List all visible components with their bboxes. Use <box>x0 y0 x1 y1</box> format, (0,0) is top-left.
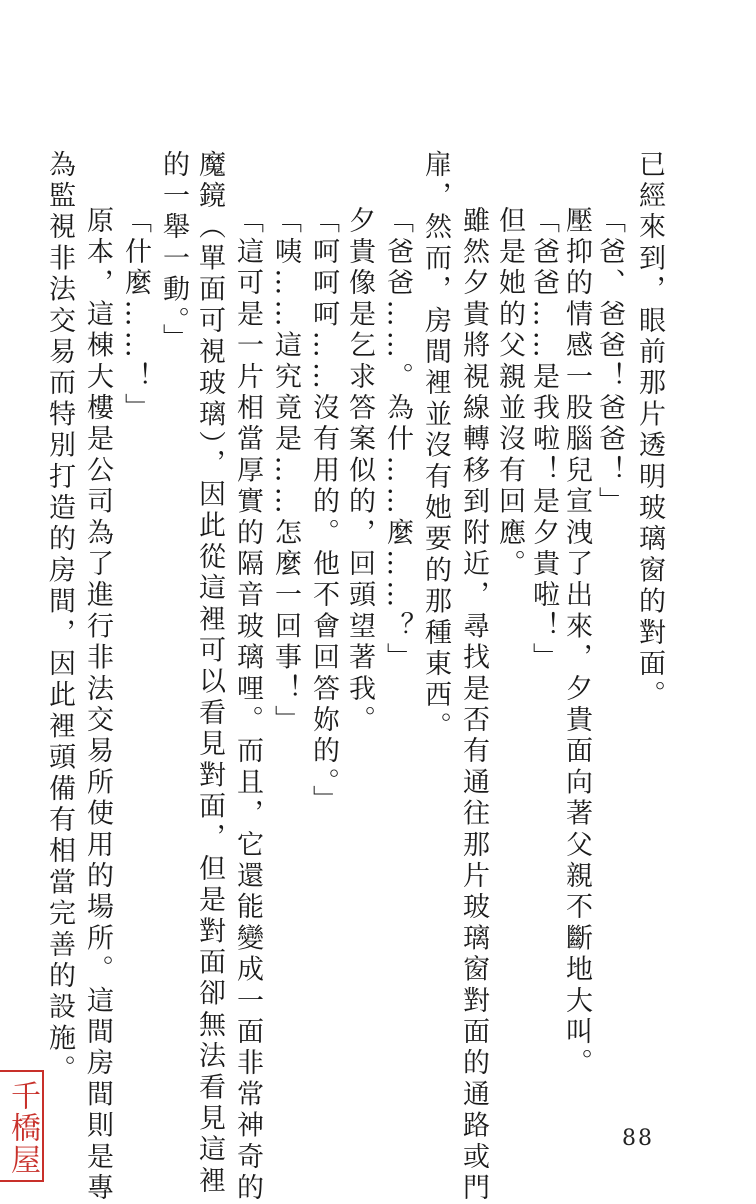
text-column: 的一舉一動。」 <box>158 150 189 355</box>
text-column: 「這可是一片相當厚實的隔音玻璃哩。而且，它還能變成一面非常神奇的 <box>232 206 263 1204</box>
text-column: 「爸爸……是我啦！是夕貴啦！」 <box>528 206 559 674</box>
text-column: 原本，這棟大樓是公司為了進行非法交易所使用的場所。這間房間則是專 <box>82 206 113 1204</box>
text-column: 但是她的父親並沒有回應。 <box>494 206 525 581</box>
text-column: 已經來到，眼前那片透明玻璃窗的對面。 <box>634 150 665 712</box>
publisher-seal: 千橋屋 <box>0 1070 44 1182</box>
text-column: 壓抑的情感一股腦兒宣洩了出來，夕貴面向著父親不斷地大叫。 <box>561 206 592 1080</box>
text-column: 扉，然而，房間裡並沒有她要的那種東西。 <box>420 150 451 743</box>
text-column: 「爸、爸爸！爸爸！」 <box>594 206 625 518</box>
text-column: 為監視非法交易而特別打造的房間，因此裡頭備有相當完善的設施。 <box>44 150 75 1086</box>
text-column: 夕貴像是乞求答案似的，回頭望著我。 <box>344 206 375 737</box>
text-column: 「呵呵呵……沒有用的。他不會回答妳的。」 <box>308 206 339 817</box>
text-column: 魔鏡（單面可視玻璃），因此從這裡可以看見對面，但是對面卻無法看見這裡 <box>194 150 225 1198</box>
text-column: 雖然夕貴將視線轉移到附近，尋找是否有通往那片玻璃窗對面的通路或門 <box>458 206 489 1204</box>
page-number: 88 <box>622 1126 654 1151</box>
text-column: 「什麼……！」 <box>120 206 151 425</box>
text-column: 「爸爸……。為什……麼……？」 <box>382 206 413 674</box>
text-column: 「咦……這究竟是……怎麼一回事！」 <box>270 206 301 737</box>
